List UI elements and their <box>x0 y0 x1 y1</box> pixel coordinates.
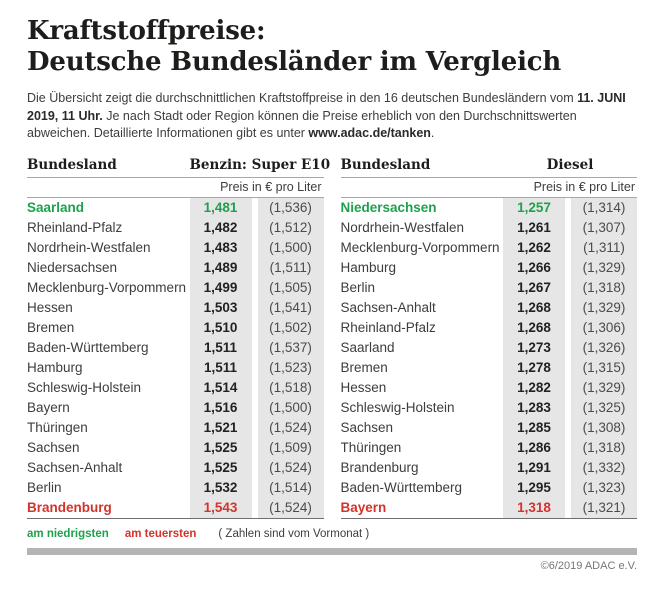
table-row <box>341 358 638 378</box>
current-price: 1,282 <box>503 378 565 398</box>
unit-label: Preis in € pro Liter <box>341 178 638 198</box>
table-row <box>27 338 324 358</box>
previous-price: (1,509) <box>258 438 324 458</box>
table-row <box>341 438 638 458</box>
table-row <box>27 198 324 218</box>
state-name: Nordrhein-Westfalen <box>27 240 151 255</box>
current-price: 1,521 <box>190 418 252 438</box>
previous-price: (1,537) <box>258 338 324 358</box>
state-name: Saarland <box>27 200 85 215</box>
previous-price: (1,318) <box>571 438 637 458</box>
table-row <box>27 398 324 418</box>
page-title-line2: Deutsche Bundesländer im Vergleich <box>27 47 562 77</box>
table-row <box>27 298 324 318</box>
state-name: Berlin <box>27 480 62 495</box>
unit-label: Preis in € pro Liter <box>27 178 324 198</box>
previous-price: (1,541) <box>258 298 324 318</box>
current-price: 1,489 <box>190 258 252 278</box>
table-row <box>341 418 638 438</box>
column-header-benzin: Benzin: Super E10 <box>189 156 331 173</box>
previous-price: (1,332) <box>571 458 637 478</box>
current-price: 1,286 <box>503 438 565 458</box>
column-header-bundesland: Bundesland <box>340 156 431 173</box>
state-name: Bayern <box>340 500 387 515</box>
state-name: Baden-Württemberg <box>27 340 149 355</box>
column-header-bundesland: Bundesland <box>27 156 117 173</box>
state-name: Bayern <box>27 400 70 415</box>
table-row <box>341 338 638 358</box>
current-price: 1,482 <box>190 218 252 238</box>
page-title <box>27 16 637 78</box>
current-price: 1,268 <box>503 298 565 318</box>
state-name: Nordrhein-Westfalen <box>340 220 465 235</box>
previous-price: (1,511) <box>258 258 324 278</box>
current-price: 1,273 <box>503 338 565 358</box>
separator-bar <box>27 548 637 555</box>
previous-price: (1,514) <box>258 478 324 498</box>
table-row <box>27 498 324 518</box>
current-price: 1,261 <box>503 218 565 238</box>
table-row <box>27 478 324 498</box>
table-row <box>341 398 638 418</box>
column-header-diesel: Diesel <box>546 156 594 173</box>
current-price: 1,295 <box>503 478 565 498</box>
previous-price: (1,524) <box>258 418 324 438</box>
state-name: Sachsen-Anhalt <box>27 460 123 475</box>
previous-price: (1,329) <box>571 378 637 398</box>
state-name: Brandenburg <box>27 500 112 515</box>
state-name: Berlin <box>340 280 376 295</box>
previous-price: (1,505) <box>258 278 324 298</box>
current-price: 1,318 <box>503 498 565 518</box>
legend-lowest-label: am niedrigsten <box>27 527 109 540</box>
current-price: 1,283 <box>503 398 565 418</box>
previous-price: (1,325) <box>571 398 637 418</box>
current-price: 1,525 <box>190 438 252 458</box>
current-price: 1,511 <box>190 358 252 378</box>
state-name: Schleswig-Holstein <box>340 400 455 415</box>
previous-price: (1,524) <box>258 458 324 478</box>
table-row <box>341 378 638 398</box>
legend-highest-label: am teuersten <box>124 527 197 540</box>
table-row <box>27 278 324 298</box>
state-name: Bremen <box>340 360 388 375</box>
current-price: 1,291 <box>503 458 565 478</box>
table-row <box>27 358 324 378</box>
state-name: Thüringen <box>340 440 402 455</box>
current-price: 1,525 <box>190 458 252 478</box>
table-row <box>341 218 638 238</box>
previous-price: (1,318) <box>571 278 637 298</box>
current-price: 1,516 <box>190 398 252 418</box>
state-name: Niedersachsen <box>340 200 437 215</box>
previous-price: (1,307) <box>571 218 637 238</box>
state-name: Thüringen <box>27 420 88 435</box>
state-name: Baden-Württemberg <box>340 480 463 495</box>
table-row <box>341 198 638 218</box>
previous-price: (1,500) <box>258 238 324 258</box>
previous-price: (1,315) <box>571 358 637 378</box>
state-name: Bremen <box>27 320 75 335</box>
current-price: 1,499 <box>190 278 252 298</box>
state-name: Sachsen <box>27 440 80 455</box>
current-price: 1,532 <box>190 478 252 498</box>
copyright: ©6/2019 ADAC e.V. <box>540 559 637 572</box>
current-price: 1,543 <box>190 498 252 518</box>
state-name: Hessen <box>27 300 73 315</box>
current-price: 1,503 <box>190 298 252 318</box>
current-price: 1,285 <box>503 418 565 438</box>
current-price: 1,262 <box>503 238 565 258</box>
current-price: 1,514 <box>190 378 252 398</box>
intro-segment: Je nach Stadt oder Region können die Preise erheblich von den Durchschnittswerten abweichen. Detaillierte Informationen gibt es unter <box>27 108 577 140</box>
intro-segment: Die Übersicht zeigt die durchschnittlichen Kraftstoffpreise in den 16 deutschen Bundesländern vom <box>27 91 578 105</box>
previous-price: (1,314) <box>571 198 637 218</box>
current-price: 1,511 <box>190 338 252 358</box>
table-row <box>341 298 638 318</box>
table-row <box>341 318 638 338</box>
current-price: 1,268 <box>503 318 565 338</box>
current-price: 1,257 <box>503 198 565 218</box>
state-name: Hessen <box>340 380 387 395</box>
previous-price: (1,329) <box>571 258 637 278</box>
fuel-table-benzin <box>27 155 331 519</box>
previous-price: (1,523) <box>258 358 324 378</box>
intro-text <box>27 90 629 143</box>
previous-price: (1,512) <box>258 218 324 238</box>
previous-price: (1,308) <box>571 418 637 438</box>
table-row <box>27 238 324 258</box>
state-name: Hamburg <box>27 360 83 375</box>
state-name: Rheinland-Pfalz <box>340 320 436 335</box>
table-row <box>27 378 324 398</box>
table-body <box>27 198 324 519</box>
state-name: Hamburg <box>340 260 397 275</box>
page-title-line1: Kraftstoffpreise: <box>27 16 266 46</box>
state-name: Mecklenburg-Vorpommern <box>340 240 500 255</box>
table-row <box>341 478 638 498</box>
current-price: 1,481 <box>190 198 252 218</box>
legend-note: ( Zahlen sind vom Vormonat ) <box>218 527 370 540</box>
table-body <box>341 198 638 519</box>
legend <box>27 528 637 540</box>
intro-segment: . <box>430 126 435 140</box>
state-name: Rheinland-Pfalz <box>27 220 123 235</box>
table-row <box>27 438 324 458</box>
table-header-row <box>27 155 331 178</box>
current-price: 1,483 <box>190 238 252 258</box>
previous-price: (1,536) <box>258 198 324 218</box>
table-row <box>27 318 324 338</box>
previous-price: (1,518) <box>258 378 324 398</box>
intro-bold-segment: www.adac.de/tanken <box>308 126 431 140</box>
tables-container <box>27 155 637 519</box>
table-row <box>341 458 638 478</box>
previous-price: (1,502) <box>258 318 324 338</box>
state-name: Sachsen <box>340 420 394 435</box>
table-row <box>27 458 324 478</box>
table-row <box>341 278 638 298</box>
table-row <box>341 498 638 518</box>
previous-price: (1,323) <box>571 478 637 498</box>
previous-price: (1,500) <box>258 398 324 418</box>
state-name: Niedersachsen <box>27 260 118 275</box>
table-row <box>27 218 324 238</box>
previous-price: (1,326) <box>571 338 637 358</box>
state-name: Sachsen-Anhalt <box>340 300 436 315</box>
previous-price: (1,311) <box>571 238 637 258</box>
state-name: Schleswig-Holstein <box>27 380 142 395</box>
state-name: Mecklenburg-Vorpommern <box>27 280 187 295</box>
current-price: 1,278 <box>503 358 565 378</box>
current-price: 1,510 <box>190 318 252 338</box>
table-header-row <box>341 155 638 178</box>
previous-price: (1,329) <box>571 298 637 318</box>
table-row <box>341 258 638 278</box>
previous-price: (1,306) <box>571 318 637 338</box>
table-row <box>27 258 324 278</box>
intro-bold-segment: 11. JUNI 2019, 11 Uhr. <box>27 91 626 123</box>
current-price: 1,267 <box>503 278 565 298</box>
state-name: Saarland <box>340 340 395 355</box>
previous-price: (1,321) <box>571 498 637 518</box>
previous-price: (1,524) <box>258 498 324 518</box>
fuel-table-diesel <box>341 155 638 519</box>
current-price: 1,266 <box>503 258 565 278</box>
state-name: Brandenburg <box>340 460 419 475</box>
table-row <box>341 238 638 258</box>
table-row <box>27 418 324 438</box>
